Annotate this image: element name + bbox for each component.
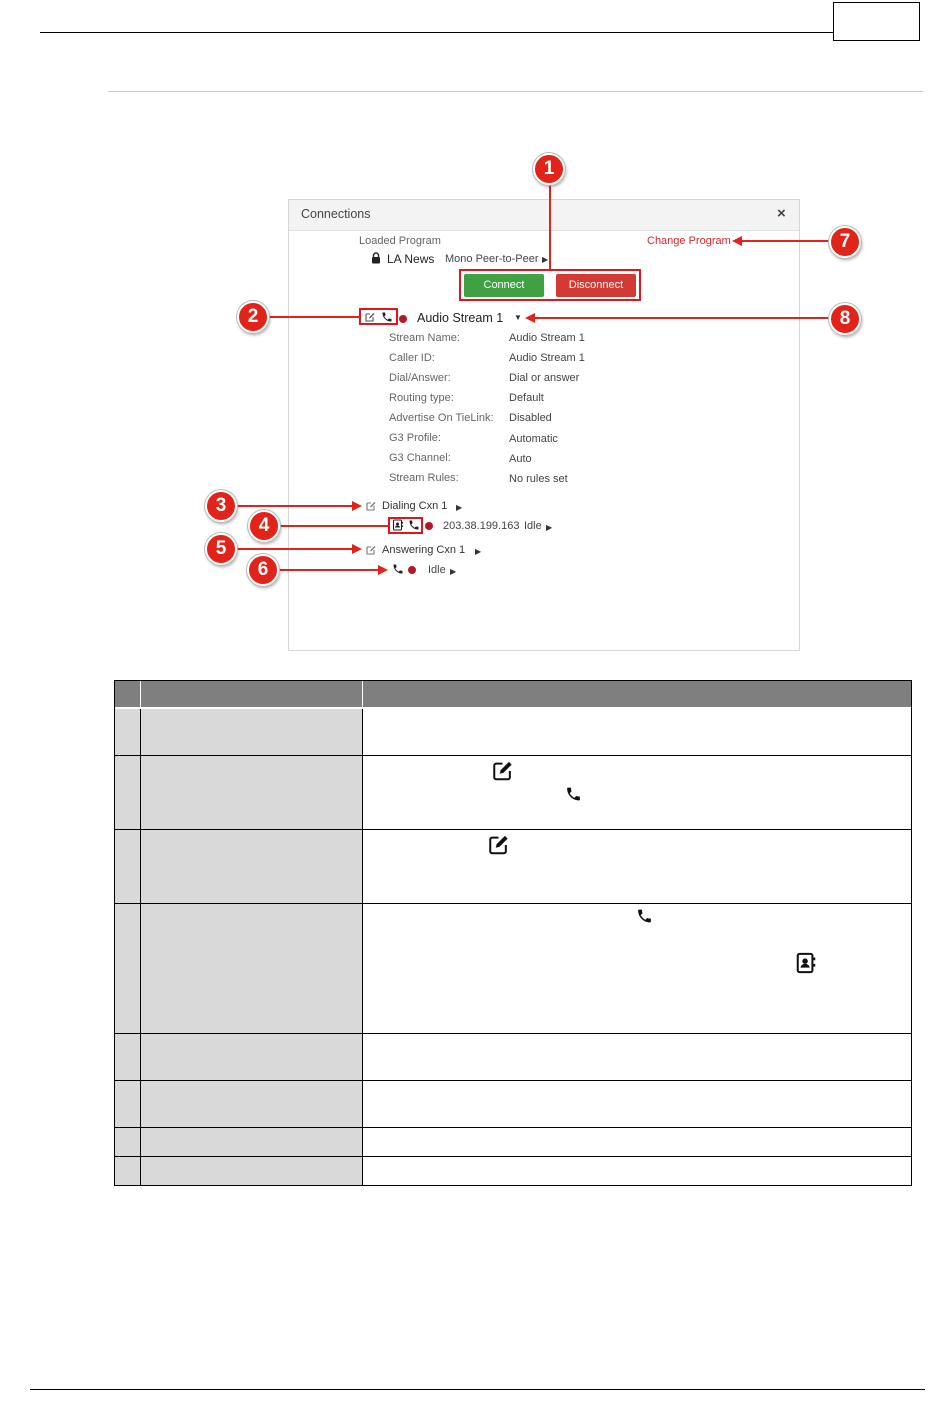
lock-icon (371, 252, 381, 264)
table-cell (141, 756, 363, 829)
callout-6-line (277, 569, 379, 571)
callout-4-line (278, 525, 388, 527)
contacts-icon[interactable] (392, 519, 404, 531)
footer-rule (30, 1389, 925, 1390)
caret-right-icon[interactable]: ▶ (456, 503, 463, 512)
callout-3-badge: 3 (205, 490, 237, 522)
table-cell (363, 756, 911, 829)
table-row (115, 709, 911, 756)
answering-cxn-label[interactable]: Answering Cxn 1 (382, 544, 466, 556)
field-value: Audio Stream 1 (509, 352, 585, 364)
table-row (115, 1157, 911, 1185)
table-cell (141, 1157, 363, 1185)
field-value: Automatic (509, 433, 558, 445)
close-icon[interactable]: × (777, 205, 786, 222)
dialog-header (289, 200, 799, 231)
field-label: Caller ID: (389, 352, 435, 364)
edit-icon[interactable] (364, 311, 376, 323)
table-cell (115, 1034, 141, 1080)
table-cell (115, 904, 141, 1033)
table-header-cell (115, 681, 141, 707)
table-cell (363, 1034, 911, 1080)
callout-1-line (549, 182, 551, 270)
table-cell (115, 756, 141, 829)
table-cell (363, 830, 911, 903)
callout-7-line (740, 240, 832, 242)
phone-icon (565, 785, 582, 803)
contacts-icon (795, 952, 817, 974)
field-label: G3 Profile: (389, 432, 441, 444)
callout-4-badge: 4 (248, 510, 280, 542)
header-rule (40, 32, 834, 33)
callout-table (114, 680, 912, 1186)
callout-5-line (235, 548, 354, 550)
field-value: No rules set (509, 473, 568, 485)
connections-dialog (288, 199, 800, 651)
table-row (115, 830, 911, 904)
section-rule (108, 91, 923, 92)
table-cell (141, 1081, 363, 1127)
callout-6-arrowhead (378, 565, 388, 575)
callout-2-badge: 2 (237, 301, 269, 333)
stream-title[interactable]: Audio Stream 1 (417, 311, 504, 325)
table-cell (115, 1128, 141, 1156)
callout-2-line (268, 316, 360, 318)
table-cell (363, 904, 911, 1033)
callout-8-badge: 8 (829, 303, 861, 335)
dialing-status[interactable]: Idle (524, 520, 542, 532)
table-cell (141, 904, 363, 1033)
edit-icon[interactable] (365, 544, 377, 556)
phone-icon[interactable] (408, 519, 420, 531)
dialing-cxn-label[interactable]: Dialing Cxn 1 (382, 500, 448, 512)
table-cell (141, 830, 363, 903)
phone-icon (636, 907, 653, 925)
table-row (115, 904, 911, 1034)
field-label: Stream Rules: (389, 472, 459, 484)
field-label: Advertise On TieLink: (389, 412, 494, 424)
caret-right-icon: ▶ (542, 255, 549, 264)
table-cell (141, 1128, 363, 1156)
table-cell (363, 709, 911, 755)
table-cell (363, 1081, 911, 1127)
page-number-box (833, 2, 920, 41)
field-label: Dial/Answer: (389, 372, 451, 384)
dialog-title: Connections (301, 207, 371, 221)
caret-down-icon[interactable]: ▼ (514, 313, 522, 322)
edit-icon (486, 834, 511, 856)
table-row (115, 1081, 911, 1128)
loaded-program-label: Loaded Program (359, 235, 441, 247)
field-label: G3 Channel: (389, 452, 451, 464)
table-cell (115, 1081, 141, 1127)
program-mode[interactable]: Mono Peer-to-Peer (445, 253, 539, 265)
connect-button[interactable]: Connect (464, 274, 544, 297)
field-value: Default (509, 392, 544, 404)
caret-right-icon[interactable]: ▶ (546, 523, 553, 532)
field-label: Stream Name: (389, 332, 460, 344)
dialing-ip: 203.38.199.163 (443, 520, 520, 532)
field-value: Auto (509, 453, 532, 465)
callout-3-line (236, 505, 354, 507)
disconnect-button[interactable]: Disconnect (556, 274, 636, 297)
callout-5-arrowhead (352, 544, 362, 554)
table-cell (363, 1128, 911, 1156)
table-row (115, 1034, 911, 1081)
edit-icon[interactable] (365, 500, 377, 512)
change-program-link[interactable]: Change Program (647, 235, 731, 247)
table-row (115, 756, 911, 830)
caret-right-icon[interactable]: ▶ (475, 547, 482, 556)
program-name: LA News (387, 252, 435, 266)
table-cell (115, 830, 141, 903)
table-cell (141, 1034, 363, 1080)
status-dot (399, 315, 407, 323)
table-cell (363, 1157, 911, 1185)
table-header-row (115, 681, 911, 709)
answering-status[interactable]: Idle (428, 564, 446, 576)
status-dot (408, 566, 416, 574)
callout-3-arrowhead (352, 501, 362, 511)
table-header-cell (363, 681, 911, 707)
field-label: Routing type: (389, 392, 454, 404)
callout-5-badge: 5 (205, 533, 237, 565)
status-dot (425, 522, 433, 530)
table-cell (141, 709, 363, 755)
table-row (115, 1128, 911, 1157)
callout-7-badge: 7 (829, 226, 861, 258)
field-value: Dial or answer (509, 372, 580, 384)
table-header-cell (141, 681, 363, 707)
caret-right-icon[interactable]: ▶ (450, 567, 457, 576)
field-value: Audio Stream 1 (509, 332, 585, 344)
table-cell (115, 709, 141, 755)
callout-1-badge: 1 (533, 153, 565, 185)
callout-6-badge: 6 (247, 554, 279, 586)
table-cell (115, 1157, 141, 1185)
edit-icon (490, 760, 515, 782)
phone-icon[interactable] (381, 311, 393, 323)
callout-8-line (533, 317, 832, 319)
phone-icon[interactable] (392, 563, 404, 575)
field-value: Disabled (509, 412, 552, 424)
